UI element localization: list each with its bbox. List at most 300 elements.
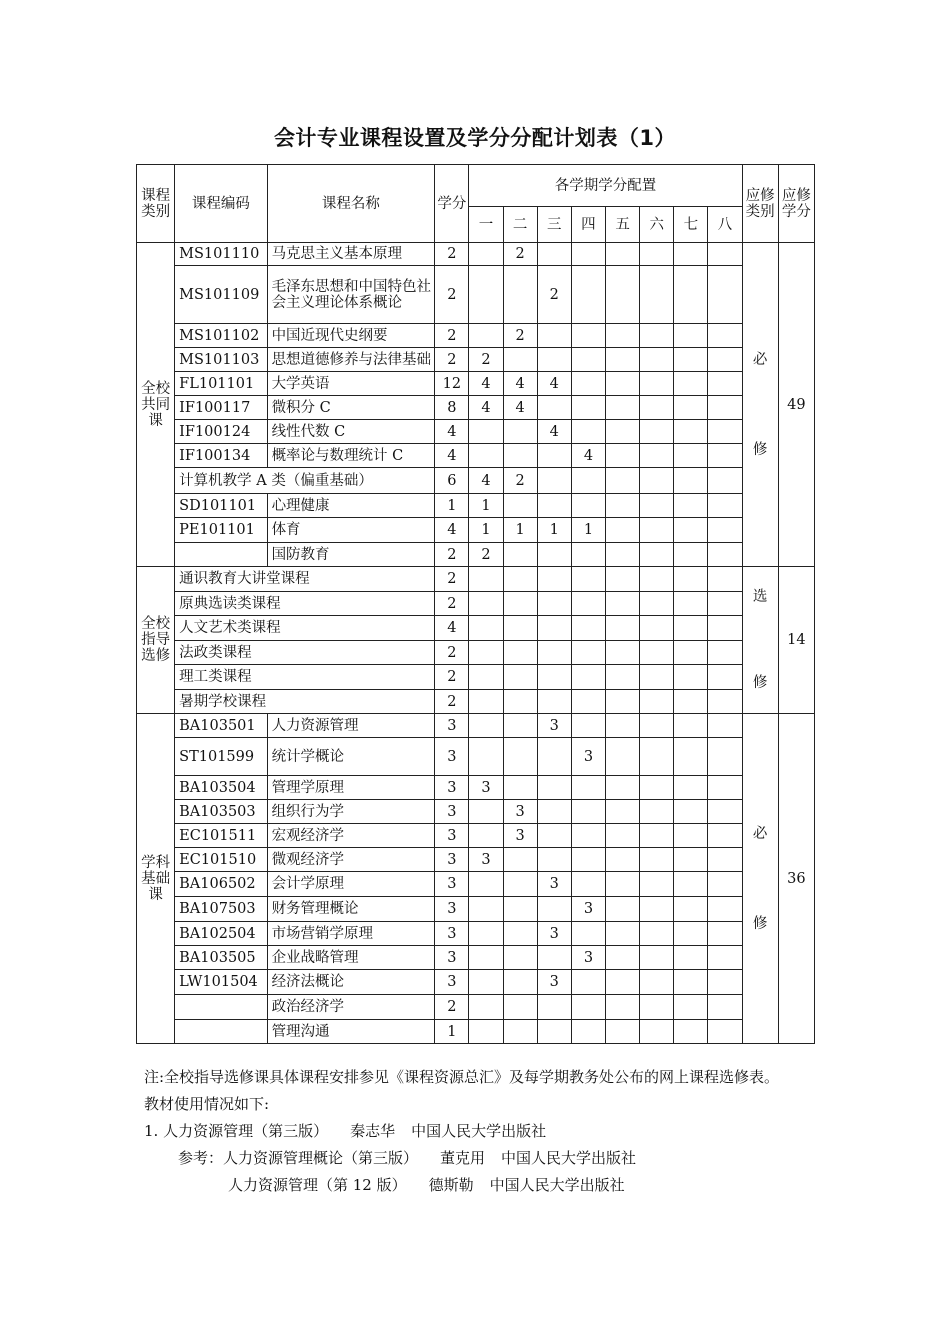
- header-credit: 学分: [435, 165, 469, 243]
- semester-credit-3: [537, 848, 571, 872]
- semester-credit-4: 4: [571, 444, 605, 468]
- course-name: 管理学原理: [267, 776, 435, 800]
- semester-credit-6: [640, 970, 674, 995]
- semester-credit-4: [571, 1020, 605, 1044]
- semester-credit-2: [503, 616, 537, 641]
- semester-credit-6: [640, 494, 674, 518]
- semester-credit-7: [674, 995, 708, 1020]
- header-required-type: 应修类别: [742, 165, 778, 243]
- semester-credit-5: [606, 592, 640, 616]
- semester-credit-1: [469, 1020, 503, 1044]
- course-name: 线性代数 C: [267, 420, 435, 444]
- note-elective: 注:全校指导选修课具体课程安排参见《课程资源总汇》及每学期教务处公布的网上课程选修表。: [144, 1068, 780, 1086]
- course-credit: 2: [435, 995, 469, 1020]
- semester-credit-5: [606, 995, 640, 1020]
- semester-credit-8: [708, 518, 742, 543]
- table-row: [137, 396, 815, 420]
- course-name: 大学英语: [267, 372, 435, 396]
- semester-credit-8: [708, 922, 742, 946]
- header-semester-8: 八: [708, 207, 742, 243]
- semester-credit-1: [469, 714, 503, 738]
- semester-credit-5: [606, 468, 640, 494]
- semester-credit-6: [640, 567, 674, 592]
- course-name-merged: 计算机教学 A 类（偏重基础）: [175, 468, 435, 494]
- semester-credit-3: [537, 946, 571, 970]
- semester-credit-6: [640, 243, 674, 266]
- semester-credit-1: 1: [469, 518, 503, 543]
- table-row: [137, 970, 815, 995]
- semester-credit-1: [469, 592, 503, 616]
- semester-credit-7: [674, 946, 708, 970]
- semester-credit-2: [503, 922, 537, 946]
- semester-credit-5: [606, 776, 640, 800]
- semester-credit-4: [571, 776, 605, 800]
- semester-credit-2: [503, 641, 537, 665]
- semester-credit-3: [537, 592, 571, 616]
- required-type-char: 必: [752, 825, 768, 842]
- semester-credit-1: [469, 897, 503, 922]
- course-credit: 2: [435, 690, 469, 714]
- semester-credit-1: 4: [469, 396, 503, 420]
- course-code: IF100124: [175, 420, 267, 444]
- semester-credit-2: 2: [503, 243, 537, 266]
- required-type-char: 选: [752, 589, 768, 605]
- course-credit: 6: [435, 468, 469, 494]
- course-credit: 8: [435, 396, 469, 420]
- semester-credit-1: [469, 567, 503, 592]
- course-credit: 2: [435, 324, 469, 348]
- semester-credit-8: [708, 396, 742, 420]
- course-code: FL101101: [175, 372, 267, 396]
- semester-credit-5: [606, 690, 640, 714]
- course-name: 经济法概论: [267, 970, 435, 995]
- course-credit: 3: [435, 922, 469, 946]
- semester-credit-4: 1: [571, 518, 605, 543]
- semester-credit-8: [708, 266, 742, 324]
- course-code: EC101510: [175, 848, 267, 872]
- required-type-char: 修: [752, 441, 768, 458]
- semester-credit-2: [503, 592, 537, 616]
- semester-credit-3: [537, 824, 571, 848]
- course-name: 统计学概论: [267, 738, 435, 776]
- course-credit: 3: [435, 800, 469, 824]
- semester-credit-3: [537, 616, 571, 641]
- semester-credit-8: [708, 444, 742, 468]
- semester-credit-4: [571, 543, 605, 567]
- table-row: [137, 494, 815, 518]
- course-credit: 3: [435, 776, 469, 800]
- semester-credit-3: [537, 690, 571, 714]
- semester-credit-6: [640, 348, 674, 372]
- semester-credit-8: [708, 690, 742, 714]
- semester-credit-5: [606, 714, 640, 738]
- course-credit: 2: [435, 266, 469, 324]
- course-name: 组织行为学: [267, 800, 435, 824]
- table-row: [137, 543, 815, 567]
- semester-credit-4: [571, 468, 605, 494]
- semester-credit-3: [537, 543, 571, 567]
- course-code: LW101504: [175, 970, 267, 995]
- semester-credit-7: [674, 848, 708, 872]
- semester-credit-4: [571, 396, 605, 420]
- course-credit: 4: [435, 444, 469, 468]
- semester-credit-6: [640, 824, 674, 848]
- semester-credit-4: [571, 348, 605, 372]
- table-row: [137, 946, 815, 970]
- semester-credit-2: [503, 543, 537, 567]
- table-row: [137, 592, 815, 616]
- semester-credit-6: [640, 738, 674, 776]
- semester-credit-2: [503, 665, 537, 690]
- semester-credit-1: [469, 243, 503, 266]
- header-required-credit: 应修学分: [778, 165, 814, 243]
- semester-credit-2: [503, 738, 537, 776]
- semester-credit-8: [708, 946, 742, 970]
- semester-credit-2: 3: [503, 800, 537, 824]
- semester-credit-6: [640, 543, 674, 567]
- course-credit: 3: [435, 970, 469, 995]
- semester-credit-7: [674, 616, 708, 641]
- course-name: 会计学原理: [267, 872, 435, 897]
- semester-credit-1: [469, 995, 503, 1020]
- reference-1: 参考：人力资源管理概论（第三版） 董克用 中国人民大学出版社: [178, 1149, 637, 1167]
- course-credit: 3: [435, 946, 469, 970]
- course-code: PE101101: [175, 518, 267, 543]
- semester-credit-3: [537, 665, 571, 690]
- course-credit: 3: [435, 872, 469, 897]
- semester-credit-4: 3: [571, 738, 605, 776]
- semester-credit-2: [503, 897, 537, 922]
- semester-credit-8: [708, 468, 742, 494]
- table-row: [137, 616, 815, 641]
- semester-credit-2: [503, 420, 537, 444]
- semester-credit-5: [606, 824, 640, 848]
- table-row: [137, 348, 815, 372]
- semester-credit-1: [469, 266, 503, 324]
- course-name: 财务管理概论: [267, 897, 435, 922]
- required-type-char: 修: [752, 675, 768, 691]
- course-name: 微积分 C: [267, 396, 435, 420]
- course-code: BA103503: [175, 800, 267, 824]
- semester-credit-1: [469, 872, 503, 897]
- header-semester-group: 各学期学分配置: [469, 165, 742, 207]
- course-name-merged: 理工类课程: [175, 665, 435, 690]
- semester-credit-8: [708, 714, 742, 738]
- header-category: 课程类别: [137, 165, 175, 243]
- semester-credit-2: [503, 690, 537, 714]
- semester-credit-8: [708, 970, 742, 995]
- semester-credit-1: 3: [469, 848, 503, 872]
- semester-credit-6: [640, 995, 674, 1020]
- course-name-merged: 暑期学校课程: [175, 690, 435, 714]
- semester-credit-7: [674, 800, 708, 824]
- semester-credit-7: [674, 970, 708, 995]
- course-name: 政治经济学: [267, 995, 435, 1020]
- course-code: MS101109: [175, 266, 267, 324]
- semester-credit-5: [606, 897, 640, 922]
- semester-credit-1: [469, 444, 503, 468]
- semester-credit-7: [674, 897, 708, 922]
- semester-credit-3: [537, 995, 571, 1020]
- semester-credit-6: [640, 665, 674, 690]
- semester-credit-5: [606, 800, 640, 824]
- semester-credit-8: [708, 738, 742, 776]
- semester-credit-5: [606, 946, 640, 970]
- semester-credit-5: [606, 848, 640, 872]
- semester-credit-3: [537, 348, 571, 372]
- semester-credit-3: [537, 1020, 571, 1044]
- course-credit: 2: [435, 641, 469, 665]
- semester-credit-3: 4: [537, 420, 571, 444]
- table-row: [137, 1020, 815, 1044]
- semester-credit-5: [606, 420, 640, 444]
- textbook-1: 1. 人力资源管理（第三版） 秦志华 中国人民大学出版社: [144, 1122, 547, 1140]
- semester-credit-4: [571, 592, 605, 616]
- course-name-merged: 法政类课程: [175, 641, 435, 665]
- table-row: [137, 420, 815, 444]
- course-name: 概率论与数理统计 C: [267, 444, 435, 468]
- required-type-char: 修: [752, 915, 768, 932]
- semester-credit-1: [469, 690, 503, 714]
- semester-credit-6: [640, 714, 674, 738]
- semester-credit-8: [708, 567, 742, 592]
- semester-credit-2: [503, 872, 537, 897]
- semester-credit-7: [674, 420, 708, 444]
- semester-credit-6: [640, 641, 674, 665]
- course-code: MS101110: [175, 243, 267, 266]
- semester-credit-8: [708, 616, 742, 641]
- semester-credit-2: [503, 266, 537, 324]
- course-code: BA106502: [175, 872, 267, 897]
- semester-credit-5: [606, 567, 640, 592]
- semester-credit-8: [708, 848, 742, 872]
- semester-credit-6: [640, 518, 674, 543]
- course-credit: 3: [435, 897, 469, 922]
- semester-credit-2: [503, 567, 537, 592]
- header-code: 课程编码: [175, 165, 267, 243]
- semester-credit-5: [606, 494, 640, 518]
- semester-credit-3: 1: [537, 518, 571, 543]
- semester-credit-4: [571, 848, 605, 872]
- semester-credit-4: [571, 824, 605, 848]
- table-row: [137, 243, 815, 266]
- semester-credit-7: [674, 348, 708, 372]
- semester-credit-1: [469, 824, 503, 848]
- semester-credit-7: [674, 543, 708, 567]
- semester-credit-4: [571, 372, 605, 396]
- semester-credit-8: [708, 1020, 742, 1044]
- semester-credit-6: [640, 324, 674, 348]
- semester-credit-2: [503, 970, 537, 995]
- semester-credit-4: [571, 494, 605, 518]
- semester-credit-8: [708, 800, 742, 824]
- semester-credit-3: [537, 468, 571, 494]
- semester-credit-5: [606, 641, 640, 665]
- table-row: [137, 848, 815, 872]
- semester-credit-2: [503, 444, 537, 468]
- semester-credit-2: [503, 995, 537, 1020]
- table-row: [137, 567, 815, 592]
- required-credit-cell: 36: [778, 714, 814, 1044]
- semester-credit-7: [674, 567, 708, 592]
- table-row: [137, 266, 815, 324]
- semester-credit-4: 3: [571, 946, 605, 970]
- category-cell: 全校指导选修: [137, 567, 175, 714]
- course-code: IF100134: [175, 444, 267, 468]
- semester-credit-1: 1: [469, 494, 503, 518]
- course-code: [175, 543, 267, 567]
- notes-section: [144, 1064, 824, 1199]
- semester-credit-5: [606, 872, 640, 897]
- semester-credit-5: [606, 324, 640, 348]
- semester-credit-6: [640, 897, 674, 922]
- semester-credit-1: [469, 616, 503, 641]
- course-name: 微观经济学: [267, 848, 435, 872]
- semester-credit-8: [708, 897, 742, 922]
- course-name: 中国近现代史纲要: [267, 324, 435, 348]
- semester-credit-6: [640, 946, 674, 970]
- semester-credit-6: [640, 776, 674, 800]
- header-semester-6: 六: [640, 207, 674, 243]
- semester-credit-7: [674, 1020, 708, 1044]
- semester-credit-2: [503, 946, 537, 970]
- semester-credit-2: [503, 348, 537, 372]
- semester-credit-2: [503, 776, 537, 800]
- semester-credit-7: [674, 266, 708, 324]
- semester-credit-1: 4: [469, 372, 503, 396]
- course-name-merged: 通识教育大讲堂课程: [175, 567, 435, 592]
- course-credit: 1: [435, 1020, 469, 1044]
- course-credit: 1: [435, 494, 469, 518]
- semester-credit-8: [708, 243, 742, 266]
- table-row: [137, 872, 815, 897]
- semester-credit-7: [674, 824, 708, 848]
- course-credit: 2: [435, 543, 469, 567]
- semester-credit-2: 1: [503, 518, 537, 543]
- semester-credit-3: [537, 776, 571, 800]
- semester-credit-2: 2: [503, 468, 537, 494]
- semester-credit-5: [606, 970, 640, 995]
- semester-credit-7: [674, 518, 708, 543]
- semester-credit-6: [640, 800, 674, 824]
- semester-credit-7: [674, 714, 708, 738]
- course-credit: 3: [435, 824, 469, 848]
- semester-credit-2: [503, 714, 537, 738]
- semester-credit-5: [606, 348, 640, 372]
- table-row: [137, 665, 815, 690]
- semester-credit-2: 3: [503, 824, 537, 848]
- semester-credit-6: [640, 266, 674, 324]
- semester-credit-8: [708, 420, 742, 444]
- semester-credit-2: [503, 1020, 537, 1044]
- course-code: BA107503: [175, 897, 267, 922]
- table-row: [137, 897, 815, 922]
- semester-credit-7: [674, 444, 708, 468]
- semester-credit-5: [606, 665, 640, 690]
- table-row: [137, 324, 815, 348]
- course-plan-table: [136, 164, 815, 1044]
- semester-credit-8: [708, 665, 742, 690]
- semester-credit-3: [537, 396, 571, 420]
- semester-credit-5: [606, 396, 640, 420]
- semester-credit-7: [674, 641, 708, 665]
- semester-credit-6: [640, 396, 674, 420]
- semester-credit-2: 4: [503, 396, 537, 420]
- table-row: [137, 824, 815, 848]
- course-name: 心理健康: [267, 494, 435, 518]
- category-cell: 学科基础课: [137, 714, 175, 1044]
- table-row: [137, 995, 815, 1020]
- semester-credit-1: 3: [469, 776, 503, 800]
- semester-credit-7: [674, 372, 708, 396]
- semester-credit-7: [674, 243, 708, 266]
- semester-credit-3: [537, 738, 571, 776]
- semester-credit-1: 2: [469, 348, 503, 372]
- semester-credit-4: [571, 243, 605, 266]
- semester-credit-1: 4: [469, 468, 503, 494]
- semester-credit-7: [674, 872, 708, 897]
- required-type-cell: [742, 714, 778, 1044]
- semester-credit-8: [708, 494, 742, 518]
- semester-credit-6: [640, 616, 674, 641]
- semester-credit-5: [606, 266, 640, 324]
- course-name: 思想道德修养与法律基础: [267, 348, 435, 372]
- semester-credit-2: 2: [503, 324, 537, 348]
- course-code: BA103504: [175, 776, 267, 800]
- course-name: 企业战略管理: [267, 946, 435, 970]
- semester-credit-4: [571, 714, 605, 738]
- semester-credit-1: [469, 641, 503, 665]
- semester-credit-4: [571, 800, 605, 824]
- required-credit-cell: 14: [778, 567, 814, 714]
- semester-credit-8: [708, 592, 742, 616]
- course-code: SD101101: [175, 494, 267, 518]
- semester-credit-3: [537, 444, 571, 468]
- semester-credit-6: [640, 922, 674, 946]
- semester-credit-7: [674, 592, 708, 616]
- semester-credit-4: [571, 690, 605, 714]
- semester-credit-3: 3: [537, 970, 571, 995]
- header-semester-5: 五: [606, 207, 640, 243]
- course-credit: 3: [435, 738, 469, 776]
- course-name-merged: 原典选读类课程: [175, 592, 435, 616]
- semester-credit-2: 4: [503, 372, 537, 396]
- course-code: [175, 1020, 267, 1044]
- semester-credit-6: [640, 468, 674, 494]
- semester-credit-4: 3: [571, 897, 605, 922]
- semester-credit-1: 2: [469, 543, 503, 567]
- semester-credit-1: [469, 420, 503, 444]
- table-row: [137, 714, 815, 738]
- semester-credit-8: [708, 995, 742, 1020]
- semester-credit-4: [571, 922, 605, 946]
- semester-credit-4: [571, 266, 605, 324]
- semester-credit-4: [571, 420, 605, 444]
- course-name: 国防教育: [267, 543, 435, 567]
- course-credit: 12: [435, 372, 469, 396]
- semester-credit-8: [708, 348, 742, 372]
- course-name-merged: 人文艺术类课程: [175, 616, 435, 641]
- header-semester-1: 一: [469, 207, 503, 243]
- semester-credit-3: 3: [537, 922, 571, 946]
- course-code: MS101102: [175, 324, 267, 348]
- semester-credit-7: [674, 922, 708, 946]
- semester-credit-3: [537, 243, 571, 266]
- course-code: BA103501: [175, 714, 267, 738]
- semester-credit-7: [674, 494, 708, 518]
- semester-credit-5: [606, 444, 640, 468]
- semester-credit-3: [537, 641, 571, 665]
